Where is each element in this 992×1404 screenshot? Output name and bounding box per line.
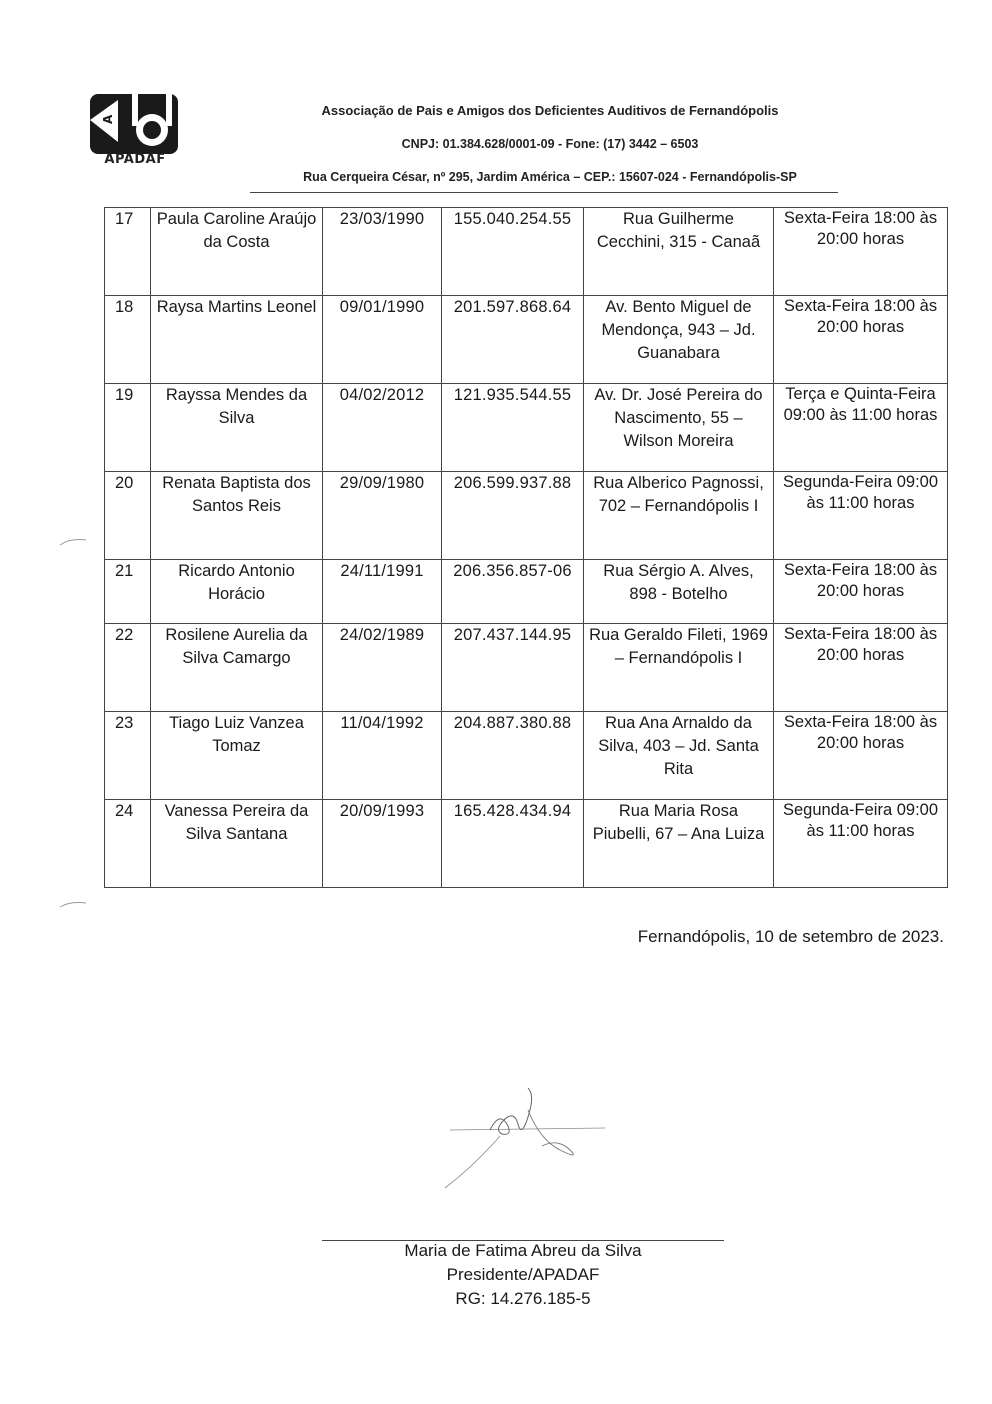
birth-date: 24/02/1989 <box>323 624 442 712</box>
svg-text:A: A <box>101 114 115 124</box>
signatory-rg: RG: 14.276.185-5 <box>455 1289 591 1308</box>
participant-address: Rua Guilherme Cecchini, 315 - Canaã <box>584 208 774 296</box>
participant-name: Rayssa Mendes da Silva <box>151 384 323 472</box>
schedule: Terça e Quinta-Feira 09:00 às 11:00 horas <box>774 384 948 472</box>
row-number: 19 <box>105 384 151 472</box>
schedule: Sexta-Feira 18:00 às 20:00 horas <box>774 712 948 800</box>
handwritten-signature <box>430 1080 620 1200</box>
birth-date: 09/01/1990 <box>323 296 442 384</box>
scan-mark <box>58 537 88 547</box>
table-row <box>105 208 948 296</box>
table-row <box>105 296 948 384</box>
row-number: 20 <box>105 472 151 560</box>
birth-date: 23/03/1990 <box>323 208 442 296</box>
document-number: 206.356.857-06 <box>442 560 584 624</box>
row-number: 21 <box>105 560 151 624</box>
row-number: 24 <box>105 800 151 888</box>
participant-name: Paula Caroline Araújo da Costa <box>151 208 323 296</box>
document-number: 165.428.434.94 <box>442 800 584 888</box>
table-row <box>105 560 948 624</box>
participant-name: Raysa Martins Leonel <box>151 296 323 384</box>
row-number: 23 <box>105 712 151 800</box>
scan-mark <box>58 899 88 909</box>
place-and-date: Fernandópolis, 10 de setembro de 2023. <box>637 927 944 946</box>
signatory-title: Presidente/APADAF <box>446 1265 600 1284</box>
table-row <box>105 712 948 800</box>
participant-name: Rosilene Aurelia da Silva Camargo <box>151 624 323 712</box>
birth-date: 24/11/1991 <box>323 560 442 624</box>
birth-date: 04/02/2012 <box>323 384 442 472</box>
participant-name: Vanessa Pereira da Silva Santana <box>151 800 323 888</box>
participant-address: Rua Sérgio A. Alves, 898 - Botelho <box>584 560 774 624</box>
header-divider <box>250 192 838 193</box>
organization-name: Associação de Pais e Amigos dos Deficientes Auditivos de Fernandópolis <box>321 103 779 118</box>
address-line: Rua Cerqueira César, nº 295, Jardim América – CEP.: 15607-024 - Fernandópolis-SP <box>303 170 797 184</box>
participant-address: Rua Maria Rosa Piubelli, 67 – Ana Luiza <box>584 800 774 888</box>
participant-name: Ricardo Antonio Horácio <box>151 560 323 624</box>
participant-address: Av. Bento Miguel de Mendonça, 943 – Jd. Guanabara <box>584 296 774 384</box>
table-row <box>105 472 948 560</box>
participant-address: Rua Ana Arnaldo da Silva, 403 – Jd. Santa Rita <box>584 712 774 800</box>
document-number: 204.887.380.88 <box>442 712 584 800</box>
schedule: Sexta-Feira 18:00 às 20:00 horas <box>774 208 948 296</box>
table-row <box>105 800 948 888</box>
document-number: 201.597.868.64 <box>442 296 584 384</box>
document-number: 155.040.254.55 <box>442 208 584 296</box>
document-number: 121.935.544.55 <box>442 384 584 472</box>
participant-address: Rua Geraldo Fileti, 1969 – Fernandópolis I <box>584 624 774 712</box>
schedule: Segunda-Feira 09:00 às 11:00 horas <box>774 800 948 888</box>
row-number: 17 <box>105 208 151 296</box>
registration-line: CNPJ: 01.384.628/0001-09 - Fone: (17) 3442 – 6503 <box>401 137 699 151</box>
schedule: Sexta-Feira 18:00 às 20:00 horas <box>774 560 948 624</box>
participant-name: Tiago Luiz Vanzea Tomaz <box>151 712 323 800</box>
table-row <box>105 624 948 712</box>
birth-date: 11/04/1992 <box>323 712 442 800</box>
logo-text: APADAF <box>104 152 166 167</box>
row-number: 22 <box>105 624 151 712</box>
participant-address: Rua Alberico Pagnossi, 702 – Fernandópolis I <box>584 472 774 560</box>
schedule: Sexta-Feira 18:00 às 20:00 horas <box>774 624 948 712</box>
schedule: Segunda-Feira 09:00 às 11:00 horas <box>774 472 948 560</box>
schedule: Sexta-Feira 18:00 às 20:00 horas <box>774 296 948 384</box>
participants-table <box>104 207 948 888</box>
row-number: 18 <box>105 296 151 384</box>
birth-date: 29/09/1980 <box>323 472 442 560</box>
birth-date: 20/09/1993 <box>323 800 442 888</box>
participant-name: Renata Baptista dos Santos Reis <box>151 472 323 560</box>
participant-address: Av. Dr. José Pereira do Nascimento, 55 – Wilson Moreira <box>584 384 774 472</box>
table-row <box>105 384 948 472</box>
signatory-name: Maria de Fatima Abreu da Silva <box>404 1241 642 1260</box>
document-number: 206.599.937.88 <box>442 472 584 560</box>
document-number: 207.437.144.95 <box>442 624 584 712</box>
